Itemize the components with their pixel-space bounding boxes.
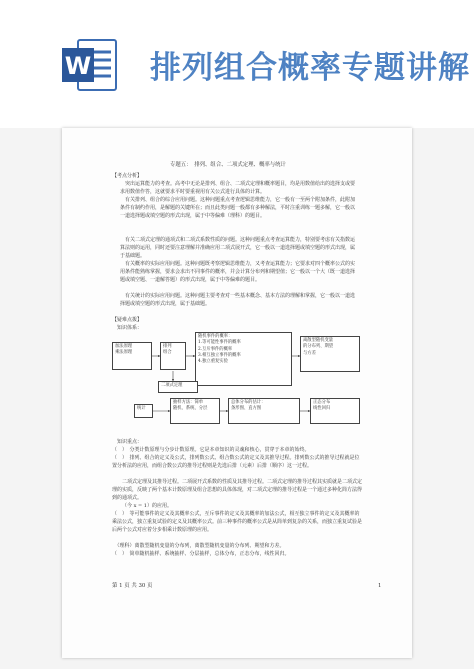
flow-box-population-distribution: 总体分布的估计： 条形图、直方图 [228, 398, 300, 424]
document-page [62, 128, 412, 658]
flow-box-permutation-combination: 排列 组合 [160, 342, 186, 370]
flow-box-sampling-methods: 抽样方法：简单 随机、系统、分层 [170, 398, 220, 424]
key-point-3: 二项式定理及其推导过程。二项展开式系数的性质及其推导过程。二项式定理的推导过程其实质就是二项式定理的实质，反映了两个基本计数原理及组合思想的具体体现，对二项式定理的推导过程是一个通过多种化简方法得到的通项式。 [112, 479, 363, 501]
page-footer-count: 第 1 页 共 30 页 [112, 583, 153, 589]
section-heading-difficulty: 【疑难点拨】 [112, 317, 143, 323]
key-point-5: （理科）离散型随机变量的分布列，离散型随机变量的分布列、期望和方差。 [112, 543, 285, 549]
paragraph-2: 有关排列、组合的综合应用问题。这种问题重点考查逻辑思维能力，它一般有一至两个附加条件，此附加条件有制约作用，是解题的关键所在；而且此类问题一般都有多种解法，平时注重训练一题多解，它一般以一道选择题或填空题的形式出现，属于中等偏难（理科）的题目。 [120, 197, 356, 219]
doc-header: 专题五： 排列、组合、二项式定理、概率与统计 [170, 162, 286, 168]
banner-title: 排列组合概率专题讲解 [150, 50, 470, 86]
key-points-label: 知识重点： [112, 439, 143, 445]
paragraph-1: 突出运算能力的考查。高考中无论是排列、组合、二项式定理和概率题目，均是用数值给出的选择支或要求用数值作答，这就要求平时要重视用有关公式进行具体的计算。 [120, 181, 356, 195]
section-heading-analysis: 【考点分析】 [112, 173, 143, 179]
word-doc-icon [58, 34, 120, 96]
flow-box-random-variable: 离散型随机变量 的分布列、期望 与方差 [300, 336, 360, 372]
flow-box-counting-principles: 加法原理 乘法原理 [112, 342, 152, 370]
key-point-4: （ ） 等可能事件的定义及其概率公式，互斥事件的定义及其概率的加法公式，相互独立事件的定义及其概率的乘法公式，独立重复试验的定义及其概率公式。前三种事件的概率公式是从简单到复杂的关系，而独立重复试验是后两个公式对应着分步相乘计数原理的应用。 [112, 511, 363, 533]
paragraph-3: 有关二项式定理的通项式和二项式系数性质的问题。这种问题重点考查运算能力，特别要考虑有关指数运算法则的运用，同时还要注意理解并准确应用二项式展开式，它一般以一道选择题或填空题的形式出现，属于基础题。 [120, 237, 356, 259]
banner [0, 0, 474, 128]
flowchart-connectors [62, 128, 412, 658]
flow-box-statistics: 统计 [134, 404, 153, 418]
flow-box-random-event-probability: 随机事件的概率： 1.等可能性事件的概率 2.互斥事件的概率 3.相互独立事件的概率 4.独立重复实验 [195, 332, 292, 386]
key-point-1: （ ） 分类计数原理与分步计数原理。它是本章知识的灵魂和核心，贯穿于本章的始终。 [112, 447, 310, 453]
key-point-2: （ ） 排列、组合的定义及公式，排列数公式、组合数公式的定义及其推导过程。排列数公式的推导过程就是位置分析法的应用，而组合数公式的推导过程则是先选后排（元素）后排（顺序）这一过程。 [112, 455, 360, 469]
key-point-6: （ ） 简单随机抽样、系统抽样、分层抽样，总体分布，正态分布，线性回归。 [112, 551, 290, 557]
knowledge-system-label: 知识体系： [112, 325, 143, 331]
paragraph-4: 有关概率的实际应用问题。这种问题既考察逻辑思维能力，又考查运算能力；它要求对四个概率公式的实用条件能熟练掌握，要求会求出不同事件的概率，并会计算分布列和期望值；它一般以一个大（既一道选择题或填空题、一道解答题）的形式出现，属于中等偏难的题目。 [120, 261, 356, 283]
paragraph-5: 有关统计的实际应用问题。这种问题主要考查对一些基本概念、基本方法的理解和掌握，它一般以一道选择题或填空题的形式出现，属于基础题。 [120, 293, 356, 307]
word-logo-letter: W [64, 52, 92, 80]
flow-box-binomial-theorem: 二项式定理 [158, 381, 198, 393]
key-point-3-tail: （今 x = 1）的应用。 [122, 503, 172, 509]
flow-box-normal-regression: 正态分布 线性回归 [310, 398, 360, 424]
page-number: 1 [378, 583, 382, 589]
